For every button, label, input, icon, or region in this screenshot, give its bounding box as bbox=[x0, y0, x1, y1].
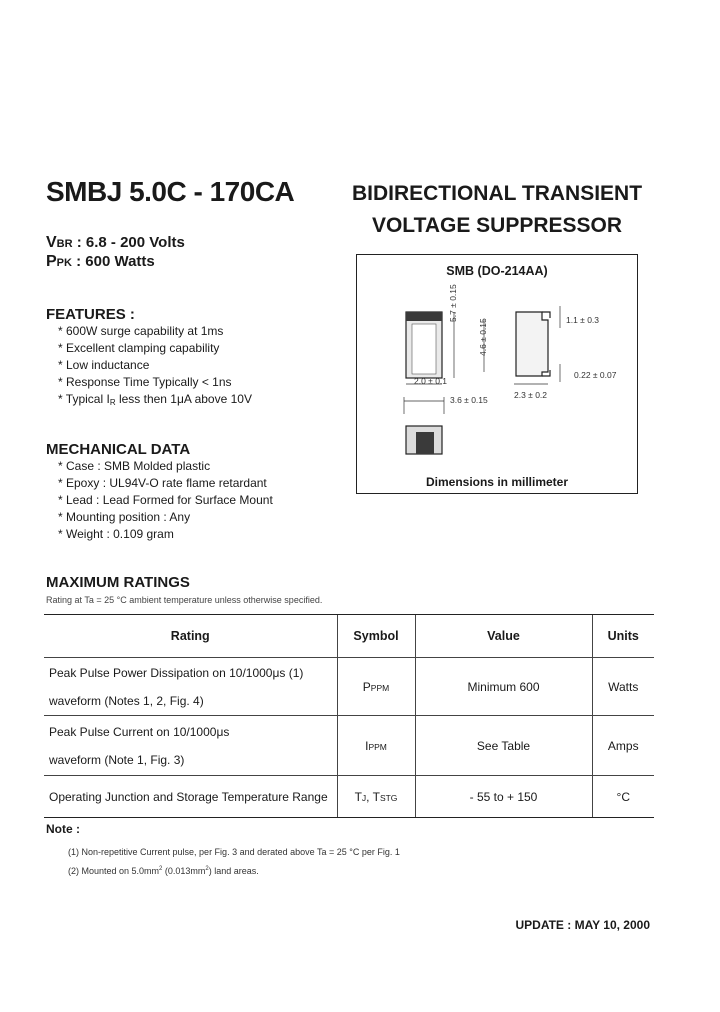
spec-vbr-value: : 6.8 - 200 Volts bbox=[72, 234, 185, 251]
symbol-main-2: , T bbox=[366, 789, 380, 804]
mechanical-item: * Mounting position : Any bbox=[58, 510, 191, 524]
rating-cell bbox=[44, 658, 337, 716]
feature-item bbox=[58, 392, 252, 407]
value-cell: - 55 to + 150 bbox=[415, 776, 592, 818]
package-top-view-inner bbox=[412, 324, 436, 374]
note-2-part-1: (2) Mounted on 5.0mm bbox=[68, 866, 160, 876]
package-title: SMB (DO-214AA) bbox=[446, 264, 548, 278]
symbol-subscript: PPM bbox=[370, 682, 390, 693]
dim-lead-height: 4.6 ± 0.15 bbox=[478, 318, 488, 356]
spec-vbr-symbol: V bbox=[46, 234, 57, 251]
symbol-main: I bbox=[365, 738, 369, 753]
rating-line-1: Peak Pulse Power Dissipation on 10/1000μs (1) bbox=[49, 665, 304, 680]
symbol-cell bbox=[337, 716, 415, 776]
dim-overall-width: 3.6 ± 0.15 bbox=[450, 395, 488, 405]
units-cell: Watts bbox=[592, 658, 654, 716]
symbol-subscript: J bbox=[361, 792, 367, 803]
mechanical-item: * Epoxy : UL94V-O rate flame retardant bbox=[58, 476, 267, 490]
symbol-subscript: PPM bbox=[368, 741, 387, 752]
package-dimension-note: Dimensions in millimeter bbox=[425, 475, 569, 489]
device-description bbox=[348, 178, 646, 242]
rating-cell bbox=[44, 716, 337, 776]
dim-body-height: 5.7 ± 0.15 bbox=[448, 284, 458, 322]
header-units: Units bbox=[592, 615, 654, 658]
mechanical-item: * Weight : 0.109 gram bbox=[58, 527, 174, 541]
value-cell: See Table bbox=[415, 716, 592, 776]
note-line: (1) Non-repetitive Current pulse, per Fig. 3 and derated above Ta = 25 °C per Fig. 1 bbox=[68, 847, 400, 857]
description-line-2: VOLTAGE SUPPRESSOR bbox=[371, 214, 623, 237]
note-line bbox=[68, 866, 259, 876]
package-cathode-band bbox=[406, 312, 442, 321]
symbol-main: T bbox=[354, 789, 362, 804]
feature-item: * 600W surge capability at 1ms bbox=[58, 324, 224, 338]
header-rating: Rating bbox=[44, 615, 337, 658]
notes-heading: Note : bbox=[46, 822, 80, 836]
header-symbol: Symbol bbox=[337, 615, 415, 658]
max-ratings-condition: Rating at Ta = 25 °C ambient temperature unless otherwise specified. bbox=[46, 595, 323, 605]
feature-typical-prefix: * Typical I bbox=[58, 392, 110, 406]
feature-item: * Excellent clamping capability bbox=[58, 341, 220, 355]
mechanical-item: * Lead : Lead Formed for Surface Mount bbox=[58, 493, 273, 507]
table-row bbox=[44, 716, 654, 776]
spec-ppk-subscript: PK bbox=[56, 257, 72, 269]
spec-vbr-subscript: BR bbox=[56, 238, 73, 250]
package-side-view bbox=[516, 312, 548, 376]
rating-line-2: waveform (Notes 1, 2, Fig. 4) bbox=[49, 693, 204, 708]
note-2-part-3: ) land areas. bbox=[208, 866, 259, 876]
feature-item: * Low inductance bbox=[58, 358, 150, 372]
symbol-main: P bbox=[362, 679, 371, 694]
dim-side-width: 2.3 ± 0.2 bbox=[514, 390, 548, 400]
header-value: Value bbox=[415, 615, 592, 658]
spec-ppk-value: : 600 Watts bbox=[71, 253, 155, 270]
feature-item: * Response Time Typically < 1ns bbox=[58, 375, 232, 389]
part-number-title: SMBJ 5.0C - 170CA bbox=[46, 176, 295, 207]
dim-lead-thickness: 0.22 ± 0.07 bbox=[574, 370, 617, 380]
rating-line-2: waveform (Note 1, Fig. 3) bbox=[49, 752, 185, 767]
units-cell: °C bbox=[592, 776, 654, 818]
max-ratings-heading: MAXIMUM RATINGS bbox=[46, 574, 190, 591]
dim-lead-top: 1.1 ± 0.3 bbox=[566, 315, 600, 325]
symbol-cell bbox=[337, 776, 415, 818]
spec-ppk bbox=[46, 253, 155, 271]
table-row bbox=[44, 658, 654, 716]
feature-typical-subscript: R bbox=[109, 398, 116, 407]
symbol-subscript-2: STG bbox=[379, 792, 398, 803]
feature-typical-suffix: less then 1μA above 10V bbox=[118, 392, 252, 406]
update-date: UPDATE : MAY 10, 2000 bbox=[515, 918, 650, 932]
note-2-sup-2: 2 bbox=[205, 866, 209, 872]
symbol-cell bbox=[337, 658, 415, 716]
mechanical-item: * Case : SMB Molded plastic bbox=[58, 459, 211, 473]
rating-line-1: Operating Junction and Storage Temperature Range bbox=[49, 789, 328, 804]
ratings-header-row bbox=[44, 615, 654, 658]
note-2-part-2: (0.013mm bbox=[162, 866, 206, 876]
dim-top-width: 2.0 ± 0.1 bbox=[414, 376, 448, 386]
value-cell: Minimum 600 bbox=[415, 658, 592, 716]
spec-ppk-symbol: P bbox=[46, 253, 57, 270]
description-line-1: BIDIRECTIONAL TRANSIENT bbox=[351, 182, 643, 205]
spec-vbr bbox=[46, 234, 185, 252]
mechanical-heading: MECHANICAL DATA bbox=[46, 441, 191, 458]
rating-cell bbox=[44, 776, 337, 818]
package-end-view-band bbox=[416, 432, 434, 454]
rating-line-1: Peak Pulse Current on 10/1000μs bbox=[49, 724, 230, 739]
table-row bbox=[44, 776, 654, 818]
units-cell: Amps bbox=[592, 716, 654, 776]
note-2-sup-1: 2 bbox=[159, 866, 163, 872]
features-heading: FEATURES : bbox=[46, 306, 135, 323]
ratings-table bbox=[44, 614, 654, 818]
